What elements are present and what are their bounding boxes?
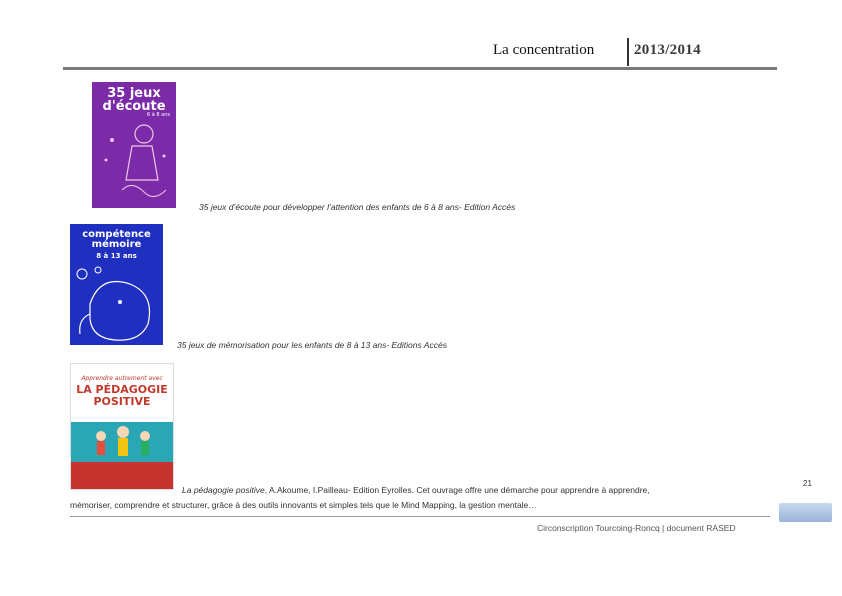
cover-subtitle: 8 à 13 ans [96, 252, 137, 260]
header-separator [627, 38, 629, 66]
cover-title: LA PÉDAGOGIE POSITIVE [76, 383, 168, 408]
book-caption-1: 35 jeux d’écoute pour développer l’attention des enfants de 6 à 8 ans- Edition Accés [199, 202, 516, 212]
cover-subtitle: 6 à 8 ans [146, 112, 170, 118]
book-cover-jeux-ecoute [92, 82, 176, 208]
header-rule [63, 67, 777, 70]
elephant-illustration [70, 264, 163, 345]
girl-illustration [92, 120, 176, 208]
cover-red-band [71, 462, 173, 489]
book-cover-pedagogie-positive [70, 363, 174, 490]
book-cover-competence-memoire [70, 224, 163, 345]
footer-rule [70, 516, 770, 517]
book-caption-3-rest: , A.Akoume, I.Pailleau- Edition Eyrolles. Cet ouvrage offre une démarche pour apprendre à apprendre, [264, 485, 650, 495]
book-caption-2: 35 jeux de mémorisation pour les enfants de 8 à 13 ans- Editions Accés [177, 340, 447, 350]
cover-title: compétence mémoire [82, 229, 151, 250]
page-number: 21 [803, 479, 812, 488]
family-illustration [71, 422, 174, 462]
book-title-italic: La pédagogie positive [182, 485, 265, 495]
header-title: La concentration [493, 42, 595, 58]
cover-pretitle: Apprendre autrement avec [81, 375, 163, 382]
page-tab-decoration [779, 503, 832, 522]
cover-title: 35 jeux d'écoute [102, 86, 166, 114]
book-caption-3 [182, 485, 650, 495]
book-caption-3-line2: mémoriser, comprendre et structurer, grâce à des outils innovants et simples tels que le Mind Mapping, la gestion mentale… [70, 500, 537, 510]
header-year: 2013/2014 [634, 42, 701, 58]
footer-text: Circonscription Tourcoing-Roncq | document RASED [537, 523, 736, 533]
